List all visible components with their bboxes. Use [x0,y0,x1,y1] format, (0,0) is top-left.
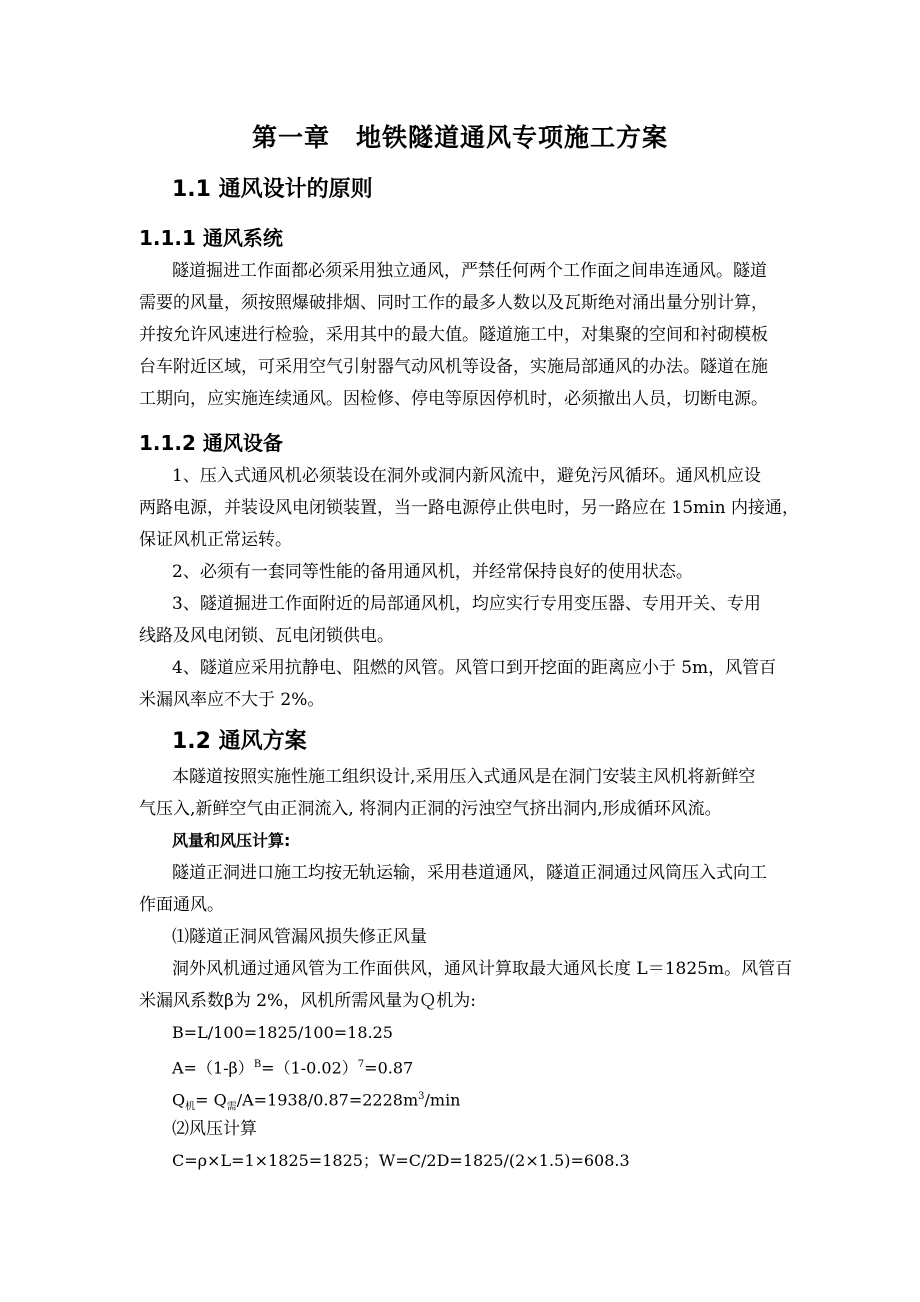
list-item-line: 保证风机正常运转。 [139,530,292,550]
formula-c-w: C=ρ×L=1×1825=1825；W=C/2D=1825/(2×1.5)=608.3 [172,1151,630,1170]
section-heading-1-2: 1.2 通风方案 [172,729,307,754]
list-item-line: 米漏风率应不大于 2%。 [139,690,325,710]
list-item-line: 两路电源，并装设风电闭锁装置，当一路电源停止供电时，另一路应在 15min 内接通， [139,498,799,518]
subsection-heading-1-1-2: 1.1.2 通风设备 [139,431,283,455]
chapter-title: 第一章 地铁隧道通风专项施工方案 [251,123,668,152]
paragraph-line: 米漏风系数β为 2%，风机所需风量为Ｑ机为: [139,991,476,1011]
formula-b: B=L/100=1825/100=18.25 [172,1023,393,1042]
list-item-line: 1、压入式通风机必须装设在洞外或洞内新风流中，避免污风循环。通风机应设 [172,466,761,486]
calc-heading: 风量和风压计算: [172,831,291,850]
paragraph-line: 台车附近区域，可采用空气引射器气动风机等设备，实施局部通风的办法。隧道在施 [139,357,768,377]
paragraph-line: 隧道掘进工作面都必须采用独立通风，严禁任何两个工作面之间串连通风。隧道 [172,261,767,281]
list-item-line: 线路及风电闭锁、瓦电闭锁供电。 [139,626,394,646]
paragraph-line: 并按允许风速进行检验，采用其中的最大值。隧道施工中，对集聚的空间和衬砌模板 [139,325,768,345]
paragraph-line: 需要的风量，须按照爆破排烟、同时工作的最多人数以及瓦斯绝对涌出量分别计算， [139,293,768,313]
paragraph-line: 本隧道按照实施性施工组织设计,采用压入式通风是在洞门安装主风机将新鲜空 [172,767,756,787]
subsection-heading-1-1-1: 1.1.1 通风系统 [139,226,283,250]
calc-item-1: ⑴隧道正洞风管漏风损失修正风量 [172,927,427,947]
paragraph-line: 工期向，应实施连续通风。因检修、停电等原因停机时，必须撤出人员，切断电源。 [139,389,768,409]
list-item-line: 4、隧道应采用抗静电、阻燃的风管。风管口到开挖面的距离应小于 5m，风管百 [172,658,777,678]
list-item-line: 3、隧道掘进工作面附近的局部通风机，均应实行专用变压器、专用开关、专用 [172,594,761,614]
paragraph-line: 作面通风。 [139,895,224,915]
calc-item-2: ⑵风压计算 [172,1119,257,1139]
paragraph-line: 隧道正洞进口施工均按无轨运输，采用巷道通风，隧道正洞通过风筒压入式向工 [172,863,767,883]
list-item-line: 2、必须有一套同等性能的备用通风机，并经常保持良好的使用状态。 [172,562,693,582]
formula-a: $A=(1-\beta)^B=(1-0.02)^7=0.87$ [172,1058,414,1078]
section-heading-1-1: 1.1 通风设计的原则 [172,177,373,202]
formula-q: $Q_机= Q_需/A=1938/0.87=2228m^3/\min$ [172,1090,461,1113]
paragraph-line: 气压入,新鲜空气由正洞流入, 将洞内正洞的污浊空气挤出洞内,形成循环风流。 [139,799,722,819]
paragraph-line: 洞外风机通过通风管为工作面供风，通风计算取最大通风长度 L＝1825m。风管百 [172,959,793,979]
